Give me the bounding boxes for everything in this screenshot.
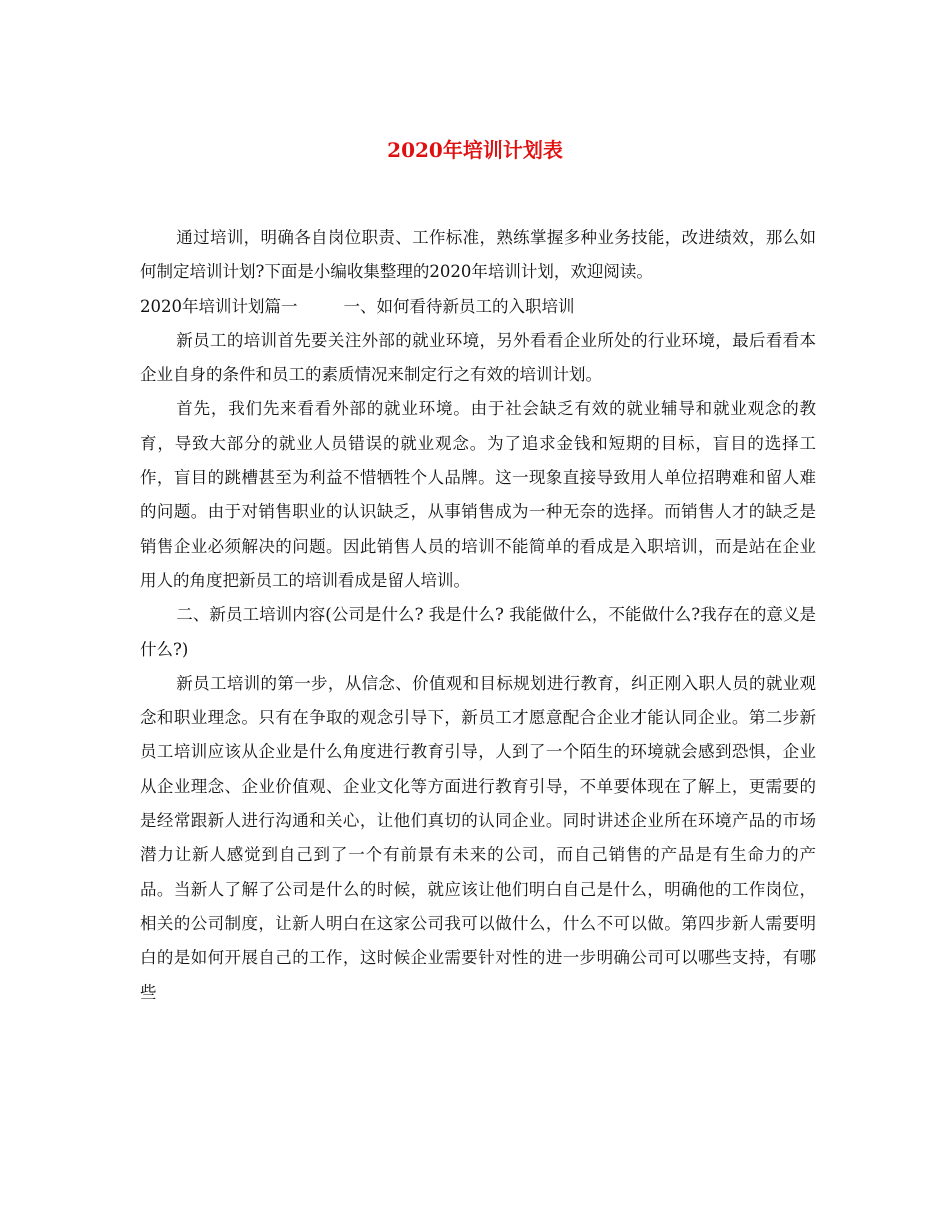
body-paragraph-3: 二、新员工培训内容(公司是什么? 我是什么? 我能做什么，不能做什么?我存在的意义是什么?) [140, 605, 816, 659]
intro-paragraph: 通过培训，明确各自岗位职责、工作标准，熟练掌握多种业务技能，改进绩效，那么如何制定培训计划?下面是小编收集整理的2020年培训计划，欢迎阅读。 [140, 228, 816, 282]
section-heading: 一、如何看待新员工的入职培训 [343, 296, 575, 316]
document-title: 2020年培训计划表 [387, 138, 563, 162]
section-line [140, 290, 816, 324]
body-paragraph-2: 首先，我们先来看看外部的就业环境。由于社会缺乏有效的就业辅导和就业观念的教育，导致大部分的就业人员错误的就业观念。为了追求金钱和短期的目标，盲目的选择工作，盲目的跳槽甚至为利益不惜牺牲个人品牌。这一现象直接导致用人单位招聘难和留人难的问题。由于对销售职业的认识缺乏，从事销售成为一种无奈的选择。而销售人才的缺乏是销售企业必须解决的问题。因此销售人员的培训不能简单的看成是入职培训，而是站在企业用人的角度把新员工的培训看成是留人培训。 [140, 399, 816, 590]
body-paragraph-4: 新员工培训的第一步，从信念、价值观和目标规划进行教育，纠正刚入职人员的就业观念和职业理念。只有在争取的观念引导下，新员工才愿意配合企业才能认同企业。第二步新员工培训应该从企业是什么角度进行教育引导，人到了一个陌生的环境就会感到恐惧，企业从企业理念、企业价值观、企业文化等方面进行教育引导，不单要体现在了解上，更需要的是经常跟新人进行沟通和关心，让他们真切的认同企业。同时讲述企业所在环境产品的市场潜力让新人感觉到自己到了一个有前景有未来的公司，而自己销售的产品是有生命力的产品。当新人了解了公司是什么的时候，就应该让他们明白自己是什么，明确他的工作岗位，相关的公司制度，让新人明白在这家公司我可以做什么，什么不可以做。第四步新人需要明白的是如何开展自己的工作，这时候企业需要针对性的进一步明确公司可以哪些支持，有哪些 [140, 673, 816, 1002]
section-label: 2020年培训计划篇一 [140, 296, 298, 316]
body-paragraph-1: 新员工的培训首先要关注外部的就业环境，另外看看企业所处的行业环境，最后看看本企业自身的条件和员工的素质情况来制定行之有效的培训计划。 [140, 330, 816, 385]
document-body [140, 221, 816, 1010]
